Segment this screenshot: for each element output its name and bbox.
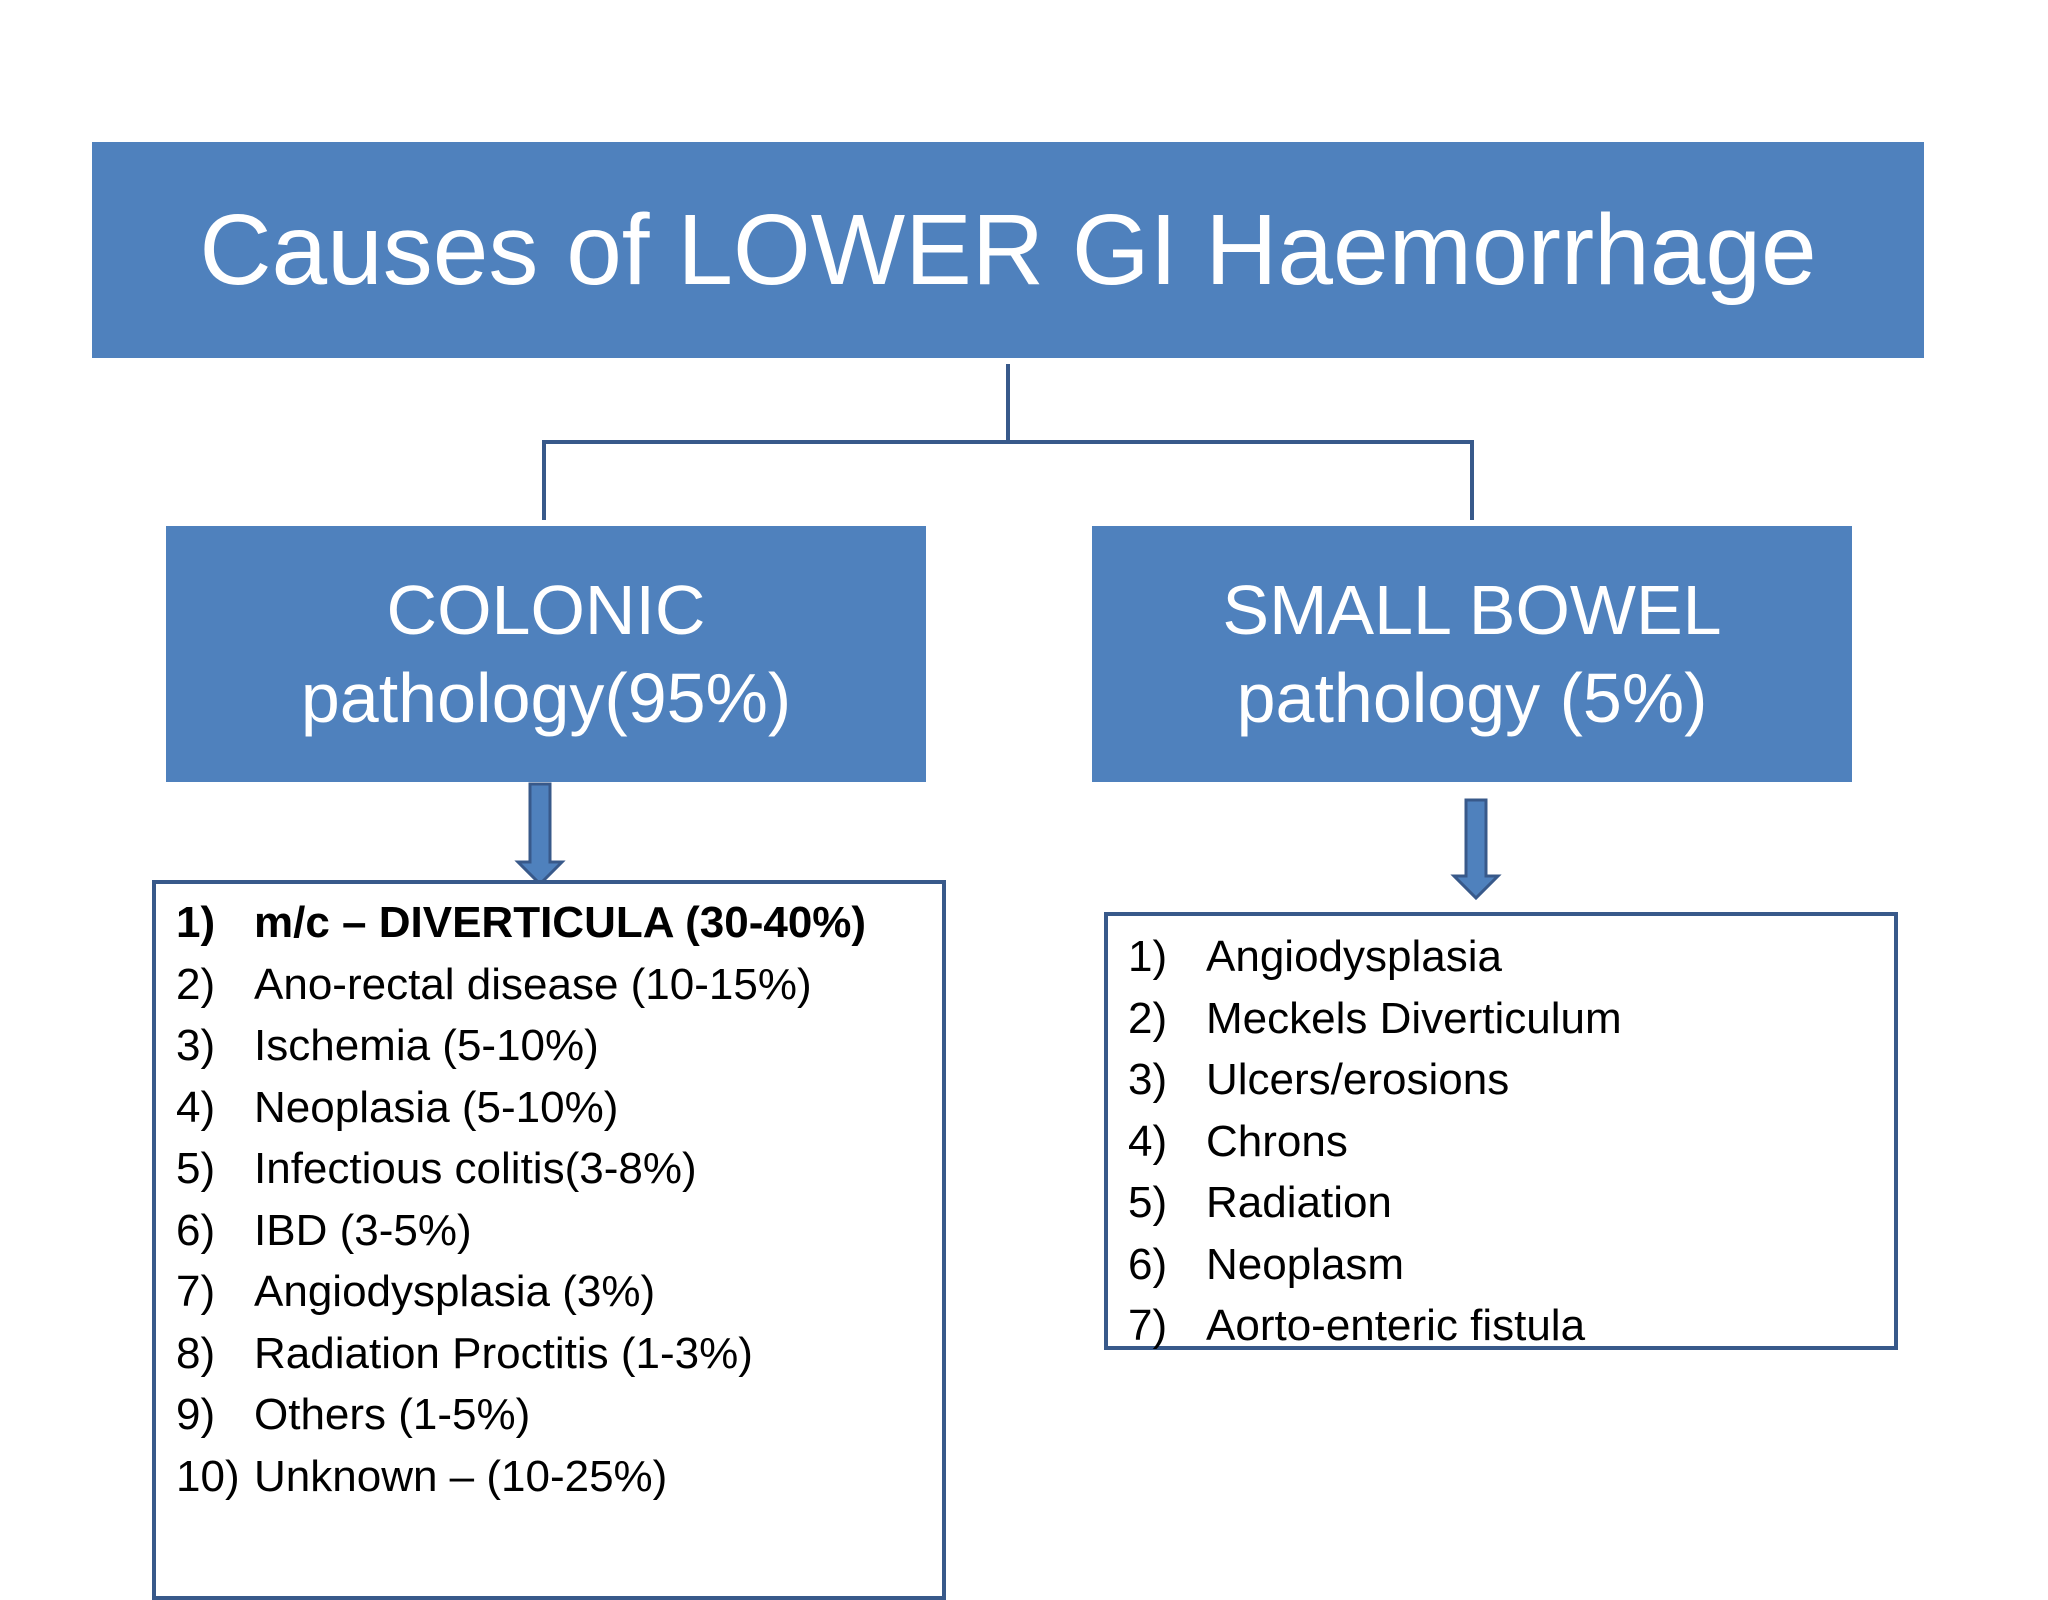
list-item-number: 1) [176, 898, 216, 947]
list-item-text: Neoplasm [1206, 1239, 1405, 1289]
list-item [156, 1077, 942, 1139]
list-item-number: 9) [176, 1390, 216, 1439]
list-item [156, 1015, 942, 1077]
list-item-number: 2) [176, 959, 216, 1009]
list-item [1108, 1295, 1894, 1357]
list-item-text: Others (1-5%) [254, 1390, 531, 1439]
list-item [1108, 988, 1894, 1050]
list-item-text: Ischemia (5-10%) [254, 1021, 599, 1070]
list-item [1108, 1049, 1894, 1111]
list-item-number: 1) [1128, 932, 1168, 981]
list-item [156, 954, 942, 1016]
list-item-text: Unknown – (10-25%) [254, 1451, 668, 1501]
diagram-title: Causes of LOWER GI Haemorrhage [199, 194, 1817, 306]
list-item-number: 6) [1128, 1239, 1168, 1289]
title-box [92, 142, 1924, 358]
small-bowel-causes-list [1104, 912, 1898, 1350]
list-item-number: 8) [176, 1328, 216, 1378]
list-item-number: 3) [176, 1021, 216, 1070]
list-item [156, 1200, 942, 1262]
colonic-down-arrow [518, 784, 562, 884]
colonic-heading: COLONIC [386, 571, 706, 649]
list-item-text: Neoplasia (5-10%) [254, 1082, 619, 1132]
list-item-number: 4) [176, 1082, 216, 1132]
list-item-text: Chrons [1206, 1116, 1348, 1166]
colonic-subheading: pathology(95%) [300, 659, 792, 737]
colonic-causes-list [152, 880, 946, 1600]
list-item [156, 1323, 942, 1385]
list-item-number: 7) [176, 1267, 216, 1316]
list-item-text: Meckels Diverticulum [1206, 993, 1622, 1043]
colonic-pathology-box [166, 526, 926, 782]
list-item-text: Aorto-enteric fistula [1206, 1301, 1586, 1350]
list-item-text: Angiodysplasia [1206, 932, 1502, 981]
list-item-text: Radiation Proctitis (1-3%) [254, 1328, 753, 1378]
list-item-number: 5) [1128, 1178, 1168, 1227]
list-item [156, 1138, 942, 1200]
list-item [156, 1446, 942, 1508]
list-item-number: 6) [176, 1205, 216, 1255]
list-item-text: Ano-rectal disease (10-15%) [254, 959, 812, 1009]
small-bowel-pathology-box [1092, 526, 1852, 782]
list-item-number: 4) [1128, 1116, 1168, 1166]
list-item-number: 5) [176, 1144, 216, 1193]
small-bowel-down-arrow [1454, 800, 1498, 898]
small-bowel-subheading: pathology (5%) [1236, 659, 1708, 737]
list-item [156, 892, 942, 954]
list-item-text: Infectious colitis(3-8%) [254, 1144, 697, 1193]
list-item [1108, 926, 1894, 988]
list-item-text: Ulcers/erosions [1206, 1055, 1510, 1104]
small-bowel-heading: SMALL BOWEL [1222, 571, 1722, 649]
list-item [156, 1261, 942, 1323]
list-item [1108, 1234, 1894, 1296]
list-item-number: 10) [176, 1451, 240, 1501]
list-item-number: 3) [1128, 1055, 1168, 1104]
list-item-text: m/c – DIVERTICULA (30-40%) [254, 898, 867, 947]
list-item-text: IBD (3-5%) [254, 1205, 472, 1255]
list-item [1108, 1111, 1894, 1173]
list-item-number: 7) [1128, 1301, 1168, 1350]
list-item-text: Angiodysplasia (3%) [254, 1267, 656, 1316]
list-item-number: 2) [1128, 993, 1168, 1043]
list-item [156, 1384, 942, 1446]
list-item [1108, 1172, 1894, 1234]
list-item-text: Radiation [1206, 1178, 1392, 1227]
